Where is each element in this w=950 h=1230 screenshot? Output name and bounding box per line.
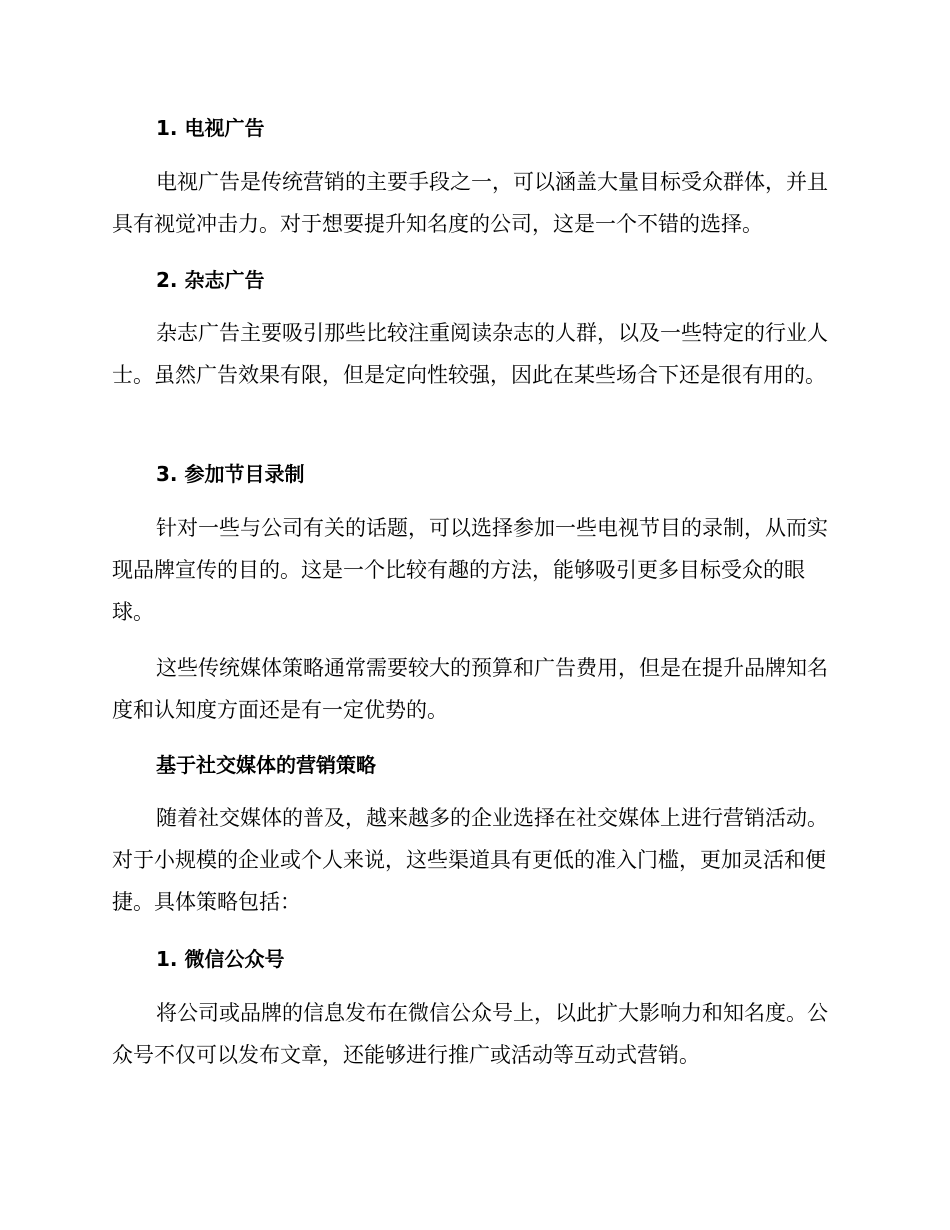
- paragraph-tv-program: 针对一些与公司有关的话题，可以选择参加一些电视节目的录制，从而实现品牌宣传的目的。这是一个比较有趣的方法，能够吸引更多目标受众的眼球。: [112, 516, 828, 624]
- section-heading-wechat: 1. 微信公众号: [156, 947, 285, 971]
- paragraph-traditional-media-summary: 这些传统媒体策略通常需要较大的预算和广告费用，但是在提升品牌知名度和认知度方面还是有一定优势的。: [112, 656, 828, 722]
- section-heading-tv-ads: 1. 电视广告: [156, 116, 265, 140]
- paragraph-wechat: 将公司或品牌的信息发布在微信公众号上，以此扩大影响力和知名度。公众号不仅可以发布文章，还能够进行推广或活动等互动式营销。: [112, 1001, 828, 1067]
- paragraph-social-media: 随着社交媒体的普及，越来越多的企业选择在社交媒体上进行营销活动。对于小规模的企业或个人来说，这些渠道具有更低的准入门槛，更加灵活和便捷。具体策略包括：: [112, 806, 828, 914]
- section-heading-social-media: 基于社交媒体的营销策略: [156, 753, 376, 777]
- paragraph-magazine-ads: 杂志广告主要吸引那些比较注重阅读杂志的人群，以及一些特定的行业人士。虽然广告效果有限，但是定向性较强，因此在某些场合下还是很有用的。: [112, 321, 828, 387]
- paragraph-tv-ads: 电视广告是传统营销的主要手段之一，可以涵盖大量目标受众群体，并且具有视觉冲击力。对于想要提升知名度的公司，这是一个不错的选择。: [112, 170, 828, 236]
- section-heading-magazine-ads: 2. 杂志广告: [156, 268, 265, 292]
- section-heading-tv-program: 3. 参加节目录制: [156, 462, 305, 486]
